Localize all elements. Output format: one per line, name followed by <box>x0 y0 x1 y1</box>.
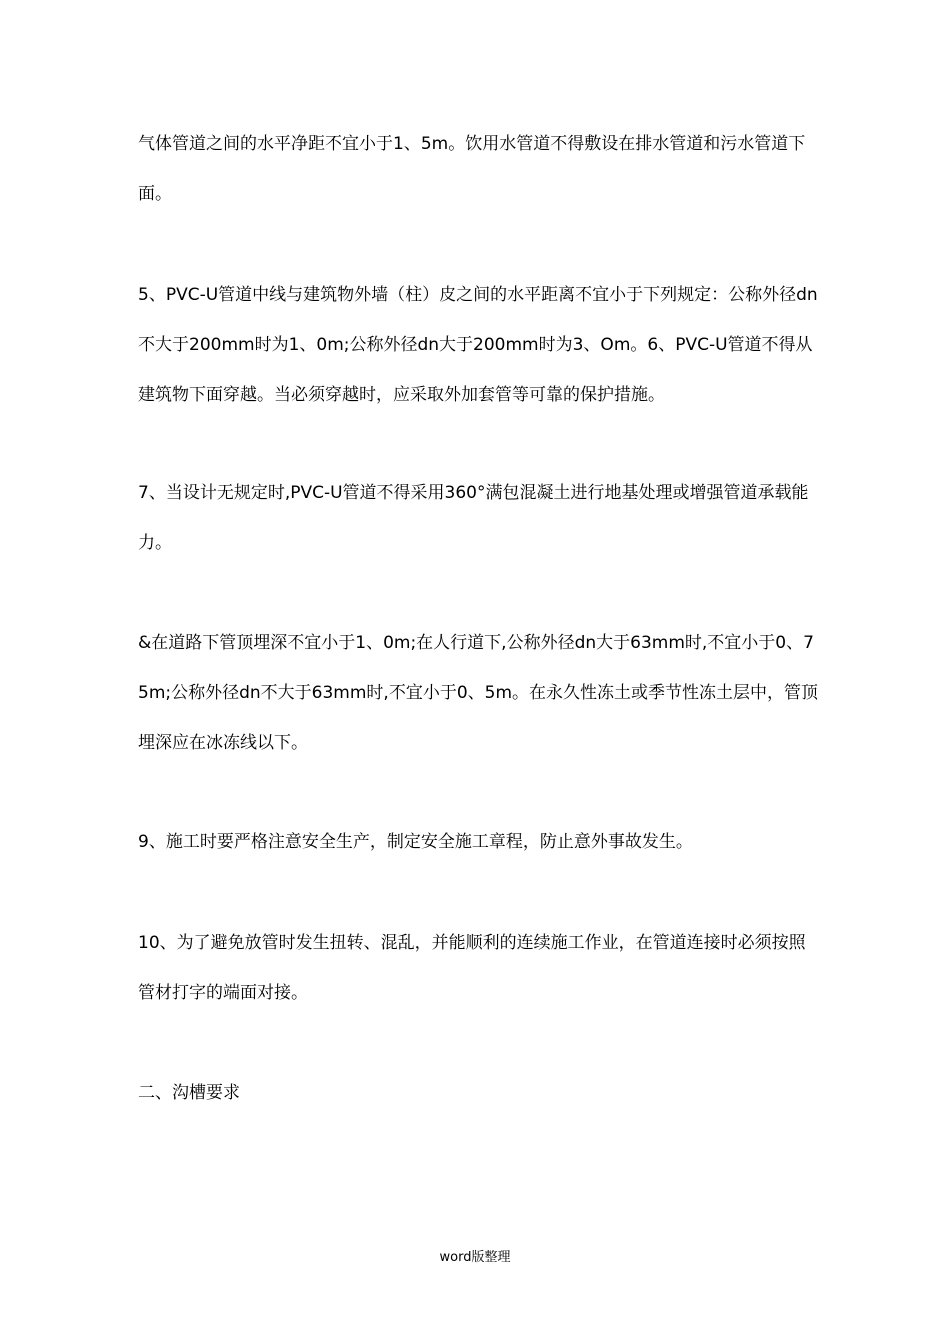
paragraph-item-9: 9、施工时要严格注意安全生产，制定安全施工章程，防止意外事故发生。 <box>138 832 693 852</box>
paragraph-gas-pipe-distance: 气体管道之间的水平净距不宜小于1、5m。饮用水管道不得敷设在排水管道和污水管道下面。 <box>138 134 806 204</box>
paragraph-item-8: &在道路下管顶埋深不宜小于1、0m;在人行道下,公称外径dn大于63mm时,不宜小于0、75m;公称外径dn不大于63mm时,不宜小于0、5m。在永久性冻土或季节性冻土层中，管顶埋深应在冰冻线以下。 <box>138 633 819 753</box>
paragraph-item-5-6: 5、PVC-U管道中线与建筑物外墙（柱）皮之间的水平距离不宜小于下列规定：公称外径dn不大于200mm时为1、0m;公称外径dn大于200mm时为3、Om。6、PVC-U管道不得从建筑物下面穿越。当必须穿越时，应采取外加套管等可靠的保护措施。 <box>138 285 818 405</box>
page-footer: word版整理 <box>439 1250 511 1265</box>
paragraph-item-7: 7、当设计无规定时,PVC-U管道不得采用360°满包混凝土进行地基处理或增强管道承载能力。 <box>138 483 809 553</box>
paragraph-item-10: 10、为了避免放管时发生扭转、混乱，并能顺利的连续施工作业，在管道连接时必须按照管材打字的端面对接。 <box>138 933 806 1003</box>
section-heading-trench-requirements: 二、沟槽要求 <box>138 1083 240 1103</box>
